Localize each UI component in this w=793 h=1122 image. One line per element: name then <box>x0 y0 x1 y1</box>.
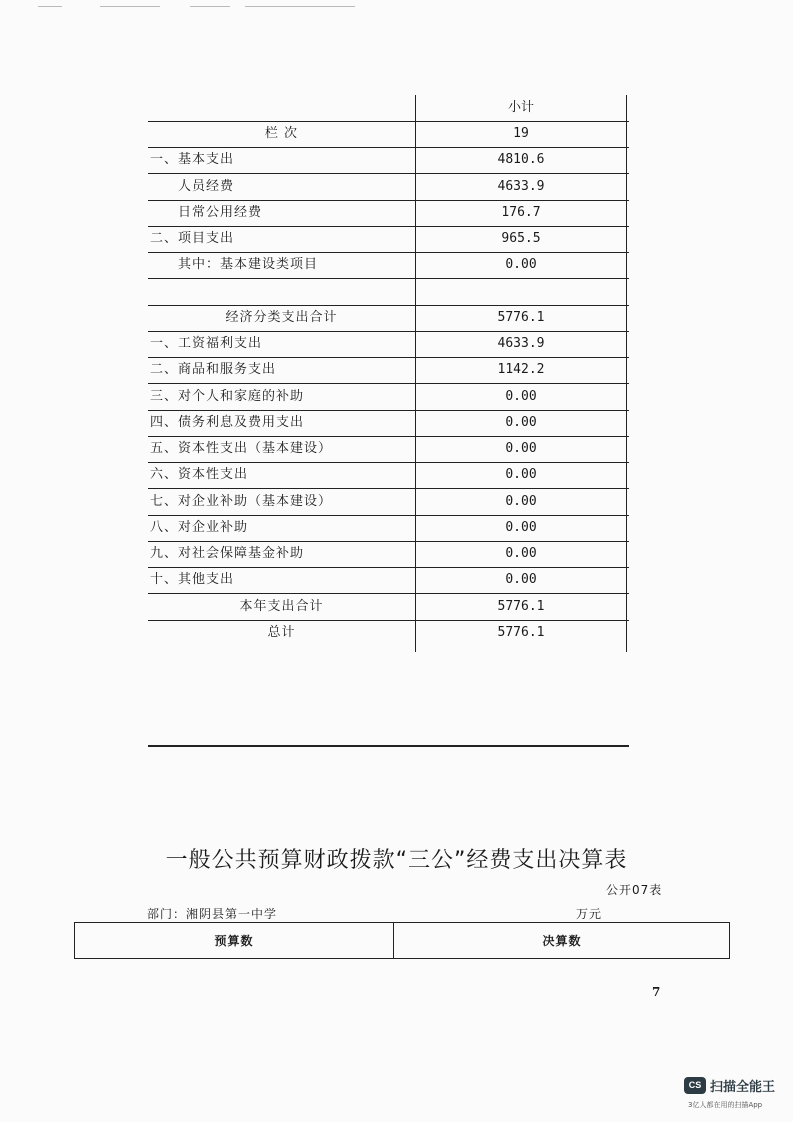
row-value: 965.5 <box>501 231 541 246</box>
department-label: 部门：湘阴县第一中学 <box>147 907 278 921</box>
scan-edge-line <box>245 6 355 7</box>
row-label: 五、资本性支出（基本建设） <box>150 441 333 456</box>
row-label: 人员经费 <box>178 179 235 194</box>
row-value: 0.00 <box>505 520 537 535</box>
row-value: 0.00 <box>505 572 537 587</box>
row-label: 十、其他支出 <box>150 572 235 587</box>
row-value: 0.00 <box>505 389 537 404</box>
row-value: 1142.2 <box>497 362 545 377</box>
row-label: 本年支出合计 <box>239 599 324 614</box>
row-label: 四、债务利息及费用支出 <box>150 415 305 430</box>
row-value: 0.00 <box>505 441 537 456</box>
row-value: 0.00 <box>505 415 537 430</box>
row-label: 一、基本支出 <box>150 152 235 167</box>
table-bottom-border <box>148 745 629 747</box>
table-row <box>148 410 629 437</box>
scan-edge-line <box>190 6 230 7</box>
scan-edge-line <box>38 6 62 7</box>
row-value: 0.00 <box>505 494 537 509</box>
table-row <box>148 252 629 279</box>
row-label: 二、商品和服务支出 <box>150 362 277 377</box>
row-value: 4633.9 <box>497 179 545 194</box>
row-value: 19 <box>513 126 529 141</box>
table-row <box>148 594 629 621</box>
scan-edge-line <box>100 6 160 7</box>
header-subtotal: 小计 <box>507 100 534 115</box>
row-value: 4633.9 <box>497 336 545 351</box>
expenditure-table <box>148 95 629 652</box>
table-row <box>148 567 629 594</box>
row-label: 九、对社会保障基金补助 <box>150 546 305 561</box>
section-title: 一般公共预算财政拨款“三公”经费支出决算表 <box>165 848 628 873</box>
table-row <box>148 331 629 358</box>
row-label: 栏 次 <box>264 126 299 141</box>
row-value: 0.00 <box>505 467 537 482</box>
row-label: 七、对企业补助（基本建设） <box>150 494 333 509</box>
table-header-row <box>148 95 629 122</box>
row-label: 其中：基本建设类项目 <box>178 257 319 272</box>
table-row <box>148 174 629 201</box>
row-label: 三、对个人和家庭的补助 <box>150 389 305 404</box>
row-label: 八、对企业补助 <box>150 520 249 535</box>
final-column-header: 决算数 <box>542 934 582 948</box>
row-label: 日常公用经费 <box>178 205 263 220</box>
row-label: 二、项目支出 <box>150 231 235 246</box>
table-row <box>148 541 629 568</box>
table-row <box>148 384 629 411</box>
table-row <box>148 147 629 174</box>
three-public-table <box>74 922 730 959</box>
row-value: 4810.6 <box>497 152 545 167</box>
watermark-app-name: 扫描全能王 <box>710 1080 776 1095</box>
table-row <box>148 121 629 148</box>
row-label: 总计 <box>267 625 296 640</box>
row-label: 经济分类支出合计 <box>225 310 338 325</box>
row-value: 5776.1 <box>497 625 545 640</box>
table-row <box>148 620 629 646</box>
budget-column-header: 预算数 <box>214 934 254 948</box>
row-label <box>150 279 412 305</box>
table-row <box>148 357 629 384</box>
unit-label: 万元 <box>576 907 603 921</box>
table-row <box>148 226 629 253</box>
table-row <box>148 515 629 542</box>
row-label: 一、工资福利支出 <box>150 336 263 351</box>
watermark-tagline: 3亿人都在用的扫描App <box>688 1101 763 1109</box>
row-value <box>416 279 626 305</box>
row-value: 5776.1 <box>497 310 545 325</box>
table-row <box>148 305 629 332</box>
table-row <box>148 279 629 306</box>
table-row <box>148 200 629 227</box>
table-row <box>148 462 629 489</box>
page-number: 7 <box>652 985 661 999</box>
row-label: 六、资本性支出 <box>150 467 249 482</box>
row-value: 176.7 <box>501 205 541 220</box>
row-value: 5776.1 <box>497 599 545 614</box>
row-value: 0.00 <box>505 546 537 561</box>
table-row <box>148 436 629 463</box>
table-row <box>148 489 629 516</box>
camscanner-logo-icon: CS <box>684 1077 706 1094</box>
form-number: 公开07表 <box>606 883 663 897</box>
row-value: 0.00 <box>505 257 537 272</box>
